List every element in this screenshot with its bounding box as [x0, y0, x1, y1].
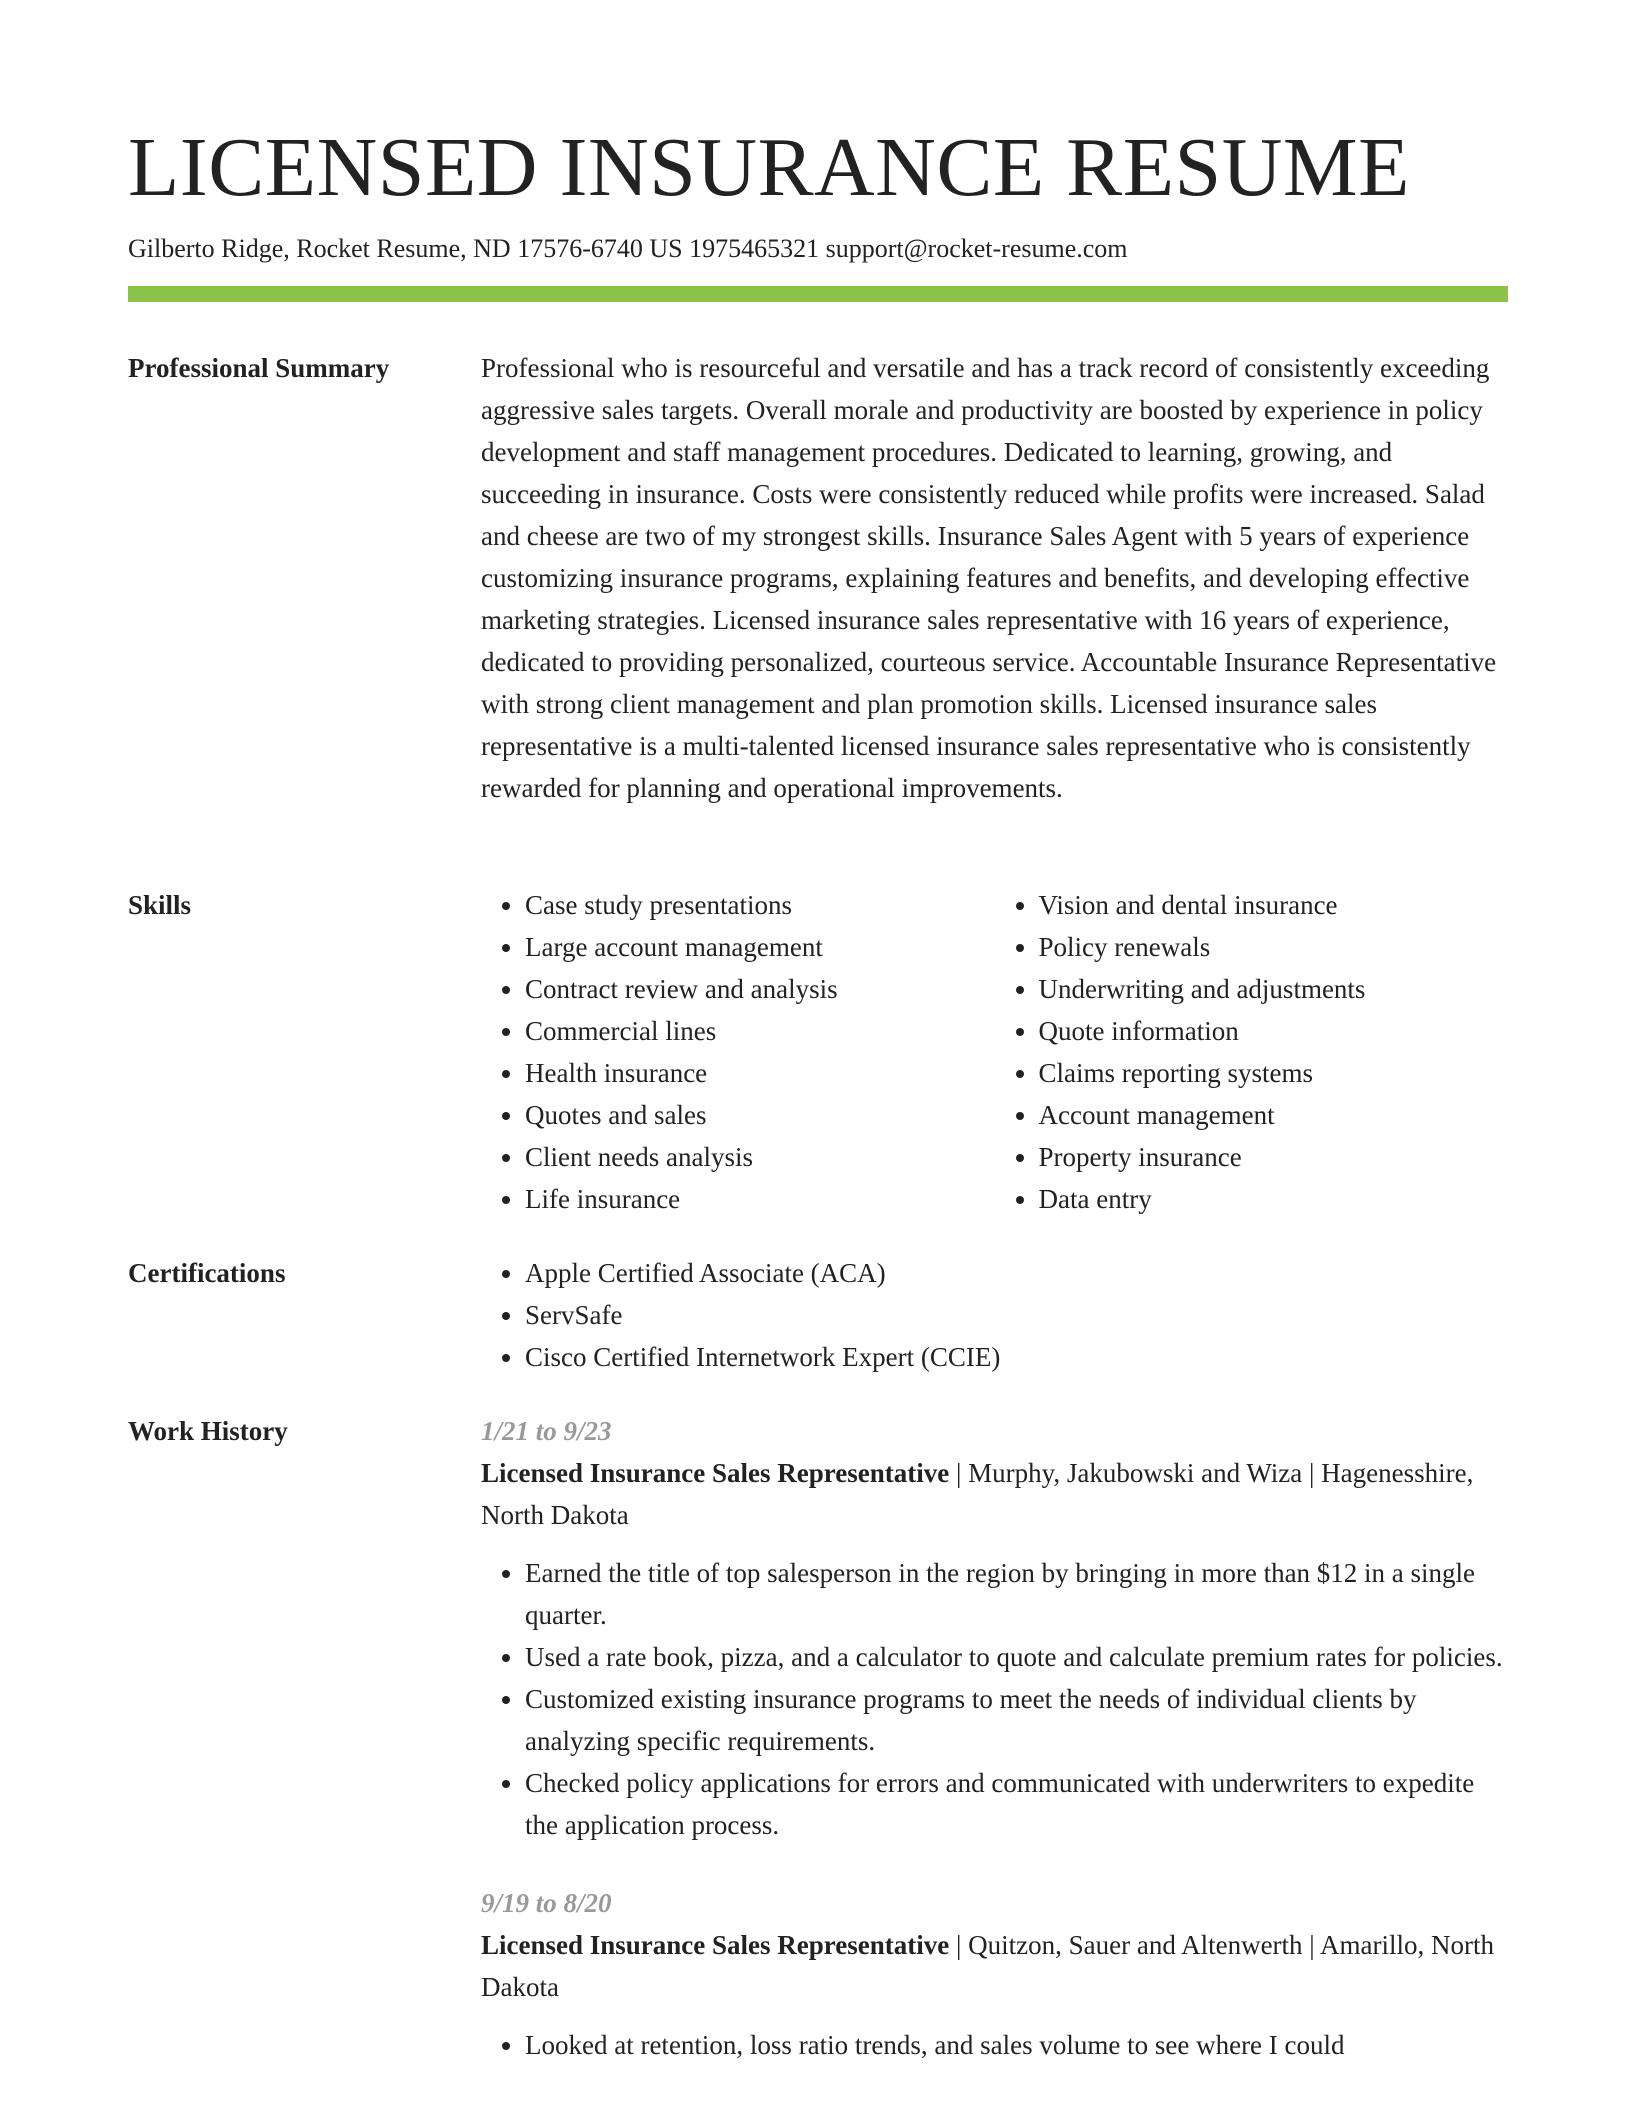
job-bullet: • Used a rate book, pizza, and a calculator to quote and calculate premium rates for policies. [525, 1636, 1508, 1678]
summary-text: Professional who is resourceful and versatile and has a track record of consistently exceeding aggressive sales targets. Overall morale and productivity are boosted by experience in policy development and staff management procedures. Dedicated to learning, growing, and succeeding in insurance. Costs were consistently reduced while profits were increased. Salad and cheese are two of my strongest skills. Insurance Sales Agent with 5 years of experience customizing insurance programs, explaining features and benefits, and developing effective marketing strategies. Licensed insurance sales representative with 16 years of experience, dedicated to providing personalized, courteous service. Accountable Insurance Representative with strong client management and plan promotion skills. Licensed insurance sales representative is a multi-talented licensed insurance sales representative who is consistently rewarded for planning and operational improvements. [481, 353, 1497, 803]
certifications-heading: Certifications [128, 1258, 286, 1288]
job-title: Licensed Insurance Sales Representative [481, 1458, 950, 1488]
certifications-body [481, 1252, 1508, 1378]
job-dates: 1/21 to 9/23 [481, 1416, 612, 1446]
certification-item: • Apple Certified Associate (ACA) [525, 1252, 1508, 1294]
job-bullet: • Checked policy applications for errors and communicated with underwriters to expedite the application process. [525, 1762, 1508, 1846]
resume-title: LICENSED INSURANCE RESUME [128, 121, 1410, 214]
job-bullets [481, 2024, 1508, 2066]
skill-item: • Commercial lines [525, 1010, 995, 1052]
job-entry [481, 1882, 1508, 2066]
skill-item: • Claims reporting systems [1039, 1052, 1509, 1094]
job-bullet: • Earned the title of top salesperson in the region by bringing in more than $12 in a single quarter. [525, 1552, 1508, 1636]
certification-item: • ServSafe [525, 1294, 1508, 1336]
job-employer-location: | Murphy, Jakubowski and Wiza | Hagenesshire, North Dakota [481, 1458, 1474, 1530]
skill-item: • Vision and dental insurance [1039, 884, 1509, 926]
work-history-body [481, 1410, 1508, 2102]
skill-item: • Client needs analysis [525, 1136, 995, 1178]
job-heading [481, 1924, 1508, 2008]
skill-item: • Large account management [525, 926, 995, 968]
skills-heading: Skills [128, 890, 192, 920]
skill-item: • Underwriting and adjustments [1039, 968, 1509, 1010]
certification-item: • Cisco Certified Internetwork Expert (CCIE) [525, 1336, 1508, 1378]
skill-item: • Account management [1039, 1094, 1509, 1136]
skill-item: • Quote information [1039, 1010, 1509, 1052]
accent-divider [128, 286, 1508, 302]
summary-body [481, 347, 1508, 809]
skill-item: • Property insurance [1039, 1136, 1509, 1178]
skill-item: • Case study presentations [525, 884, 995, 926]
skills-list-right [995, 884, 1509, 1220]
work-history-heading: Work History [128, 1416, 288, 1446]
job-bullets [481, 1552, 1508, 1846]
contact-line: Gilberto Ridge, Rocket Resume, ND 17576-6740 US 1975465321 support@rocket-resume.com [128, 234, 1128, 263]
job-entry [481, 1410, 1508, 1846]
job-title: Licensed Insurance Sales Representative [481, 1930, 950, 1960]
job-employer-location: | Quitzon, Sauer and Altenwerth | Amarillo, North Dakota [481, 1930, 1494, 2002]
skill-item: • Contract review and analysis [525, 968, 995, 1010]
skill-item: • Policy renewals [1039, 926, 1509, 968]
skills-list-left [481, 884, 995, 1220]
certifications-list [481, 1252, 1508, 1378]
skill-item: • Health insurance [525, 1052, 995, 1094]
skill-item: • Life insurance [525, 1178, 995, 1220]
job-bullet: • Looked at retention, loss ratio trends, and sales volume to see where I could [525, 2024, 1508, 2066]
job-bullet: • Customized existing insurance programs to meet the needs of individual clients by analyzing specific requirements. [525, 1678, 1508, 1762]
summary-heading: Professional Summary [128, 353, 390, 383]
job-heading [481, 1452, 1508, 1536]
job-dates: 9/19 to 8/20 [481, 1888, 612, 1918]
skills-body [481, 884, 1508, 1220]
skill-item: • Data entry [1039, 1178, 1509, 1220]
skill-item: • Quotes and sales [525, 1094, 995, 1136]
